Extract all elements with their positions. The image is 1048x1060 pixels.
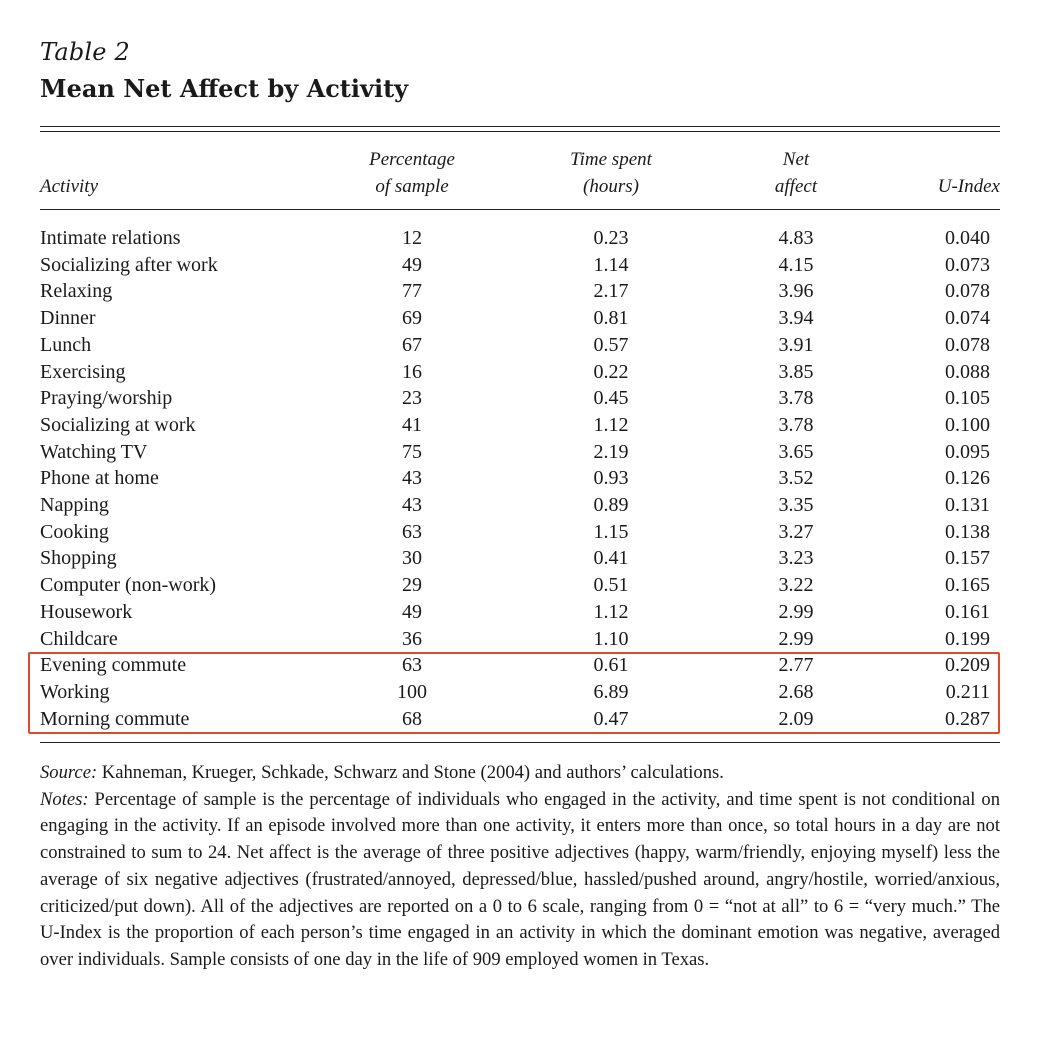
header-time-spent <box>541 146 681 200</box>
cell-u-index: 0.078 <box>945 333 990 356</box>
cell-u-index: 0.287 <box>945 707 990 730</box>
cell-u-index: 0.211 <box>945 680 990 703</box>
cell-time-spent: 0.45 <box>593 387 629 410</box>
header-activity <box>40 173 98 200</box>
header-activity-line-1: Activity <box>40 176 99 197</box>
cell-time-spent: 2.17 <box>593 280 629 303</box>
cell-net-affect: 3.52 <box>778 467 814 490</box>
cell-percentage: 49 <box>402 600 422 623</box>
cell-time-spent: 0.57 <box>593 333 629 356</box>
cell-activity: Socializing after work <box>40 253 218 276</box>
cell-time-spent: 1.12 <box>593 413 629 436</box>
cell-net-affect: 3.91 <box>778 333 814 356</box>
cell-time-spent: 1.15 <box>593 520 629 543</box>
cell-u-index: 0.105 <box>945 387 990 410</box>
table-row <box>0 599 1048 626</box>
cell-u-index: 0.078 <box>945 280 990 303</box>
table-row <box>0 225 1048 252</box>
cell-activity: Lunch <box>40 333 92 356</box>
cell-net-affect: 3.78 <box>778 413 814 436</box>
notes-label: Notes: <box>40 788 89 810</box>
top-rule-upper <box>40 126 1000 127</box>
cell-time-spent: 0.47 <box>593 707 629 730</box>
cell-time-spent: 1.10 <box>593 627 629 650</box>
header-net-affect <box>736 146 856 200</box>
cell-percentage: 49 <box>402 253 422 276</box>
cell-time-spent: 0.89 <box>593 494 629 516</box>
cell-percentage: 75 <box>402 440 422 463</box>
cell-percentage: 77 <box>402 280 422 303</box>
cell-activity: Cooking <box>40 520 109 543</box>
cell-activity: Shopping <box>40 547 117 570</box>
table-row <box>0 626 1048 653</box>
cell-net-affect: 4.15 <box>778 253 814 276</box>
cell-percentage: 63 <box>402 654 422 677</box>
cell-activity: Childcare <box>40 627 118 650</box>
header-percentage <box>342 146 482 200</box>
cell-percentage: 30 <box>402 547 422 570</box>
header-time-line-2: (hours) <box>583 176 639 197</box>
cell-u-index: 0.165 <box>945 574 990 597</box>
table-row <box>0 412 1048 439</box>
cell-activity: Relaxing <box>40 280 113 303</box>
cell-net-affect: 2.99 <box>778 600 814 623</box>
cell-u-index: 0.209 <box>945 654 990 677</box>
source-label: Source: <box>40 762 98 783</box>
cell-percentage: 68 <box>402 707 422 730</box>
table-row <box>0 385 1048 412</box>
cell-percentage: 43 <box>402 467 422 490</box>
cell-u-index: 0.095 <box>945 440 990 463</box>
cell-activity: Praying/worship <box>40 387 173 410</box>
cell-percentage: 67 <box>402 333 422 356</box>
cell-activity: Housework <box>40 600 133 623</box>
header-u-index <box>880 173 1000 200</box>
table-row <box>0 278 1048 305</box>
table-label: Table 2 <box>40 38 130 66</box>
cell-net-affect: 3.96 <box>778 280 814 303</box>
cell-activity: Morning commute <box>40 707 190 730</box>
highlight-box <box>28 652 1000 734</box>
cell-time-spent: 0.22 <box>593 360 629 383</box>
cell-time-spent: 0.81 <box>593 307 629 330</box>
header-percentage-line-2: of sample <box>375 176 449 197</box>
cell-net-affect: 2.99 <box>778 627 814 650</box>
cell-net-affect: 3.85 <box>778 360 814 383</box>
cell-net-affect: 3.94 <box>778 307 814 330</box>
table-title: Mean Net Affect by Activity <box>40 74 409 103</box>
cell-time-spent: 0.51 <box>593 574 629 597</box>
table-row <box>0 465 1048 492</box>
cell-percentage: 12 <box>402 227 422 249</box>
cell-u-index: 0.040 <box>945 227 990 249</box>
cell-net-affect: 2.68 <box>778 680 814 703</box>
cell-time-spent: 0.93 <box>593 467 629 490</box>
cell-u-index: 0.131 <box>945 494 990 516</box>
header-time-line-1: Time spent <box>570 149 652 170</box>
cell-net-affect: 4.83 <box>778 227 814 249</box>
cell-u-index: 0.138 <box>945 520 990 543</box>
cell-time-spent: 6.89 <box>593 680 629 703</box>
cell-activity: Computer (non-work) <box>40 574 217 597</box>
header-u-index-line-1: U-Index <box>937 176 1000 197</box>
bottom-rule <box>40 742 1000 743</box>
table-row <box>0 252 1048 279</box>
cell-time-spent: 2.19 <box>593 440 629 463</box>
cell-percentage: 36 <box>402 627 422 650</box>
cell-u-index: 0.100 <box>945 413 990 436</box>
cell-u-index: 0.074 <box>945 307 990 330</box>
cell-time-spent: 1.12 <box>593 600 629 623</box>
table-row <box>0 305 1048 332</box>
header-net-line-2: affect <box>774 176 818 197</box>
cell-net-affect: 3.65 <box>778 440 814 463</box>
cell-net-affect: 3.78 <box>778 387 814 410</box>
cell-u-index: 0.073 <box>945 253 990 276</box>
cell-net-affect: 3.27 <box>778 520 814 543</box>
cell-percentage: 43 <box>402 494 422 516</box>
cell-activity: Intimate relations <box>40 227 181 249</box>
table-row <box>0 572 1048 599</box>
cell-u-index: 0.199 <box>945 627 990 650</box>
cell-net-affect: 3.35 <box>778 494 814 516</box>
cell-activity: Dinner <box>40 307 96 330</box>
cell-time-spent: 0.61 <box>593 654 629 677</box>
cell-activity: Napping <box>40 494 109 516</box>
cell-activity: Socializing at work <box>40 413 196 436</box>
header-net-line-1: Net <box>782 149 810 170</box>
table-row <box>0 332 1048 359</box>
table-notes <box>40 760 1000 974</box>
cell-percentage: 16 <box>402 360 422 383</box>
cell-percentage: 69 <box>402 307 422 330</box>
cell-percentage: 63 <box>402 520 422 543</box>
cell-net-affect: 2.09 <box>778 707 814 730</box>
cell-percentage: 23 <box>402 387 422 410</box>
source-note <box>40 760 1000 787</box>
header-percentage-line-1: Percentage <box>369 149 455 170</box>
cell-activity: Evening commute <box>40 654 187 677</box>
notes-paragraph <box>40 787 1000 974</box>
table-row <box>0 492 1048 519</box>
table-row <box>0 519 1048 546</box>
cell-activity: Watching TV <box>40 440 148 463</box>
cell-percentage: 41 <box>402 413 422 436</box>
top-rule-lower <box>40 131 1000 132</box>
cell-u-index: 0.161 <box>945 600 990 623</box>
cell-percentage: 100 <box>397 680 427 703</box>
table-row <box>0 359 1048 386</box>
cell-time-spent: 0.41 <box>593 547 629 570</box>
notes-text: Percentage of sample is the percentage of individuals who engaged in the activity, and time spent is not conditional on engaging in the activity. If an episode involved more than one activity, it enters more than once, so total hours in a day are not constrained to sum to 24. Net affect is the average of three positive adjectives (happy, warm/friendly, enjoying myself) less the average of six negative adjectives (frustrated/annoyed, depressed/blue, hassled/pushed around, angry/hostile, worried/anxious, criticized/put down). All of the adjectives are reported on a 0 to 6 scale, ranging from 0 = “not at all” to 6 = “very much.” The U-Index is the proportion of each person’s time engaged in an activity in which the dominant emotion was negative, averaged over individuals. Sample consists of one day in the life of 909 employed women in Texas. <box>40 788 1000 970</box>
table-row <box>0 545 1048 572</box>
table-row <box>0 439 1048 466</box>
cell-activity: Exercising <box>40 360 126 383</box>
header-rule <box>40 209 1000 210</box>
cell-time-spent: 1.14 <box>593 253 629 276</box>
cell-net-affect: 2.77 <box>778 654 814 677</box>
cell-activity: Working <box>40 680 110 703</box>
source-text: Kahneman, Krueger, Schkade, Schwarz and Stone (2004) and authors’ calculations. <box>97 762 724 783</box>
cell-net-affect: 3.22 <box>778 574 814 597</box>
cell-u-index: 0.088 <box>945 360 990 383</box>
cell-activity: Phone at home <box>40 467 159 490</box>
cell-u-index: 0.157 <box>945 547 990 570</box>
cell-time-spent: 0.23 <box>593 227 629 249</box>
cell-u-index: 0.126 <box>945 467 990 490</box>
cell-net-affect: 3.23 <box>778 547 814 570</box>
cell-percentage: 29 <box>402 574 422 597</box>
